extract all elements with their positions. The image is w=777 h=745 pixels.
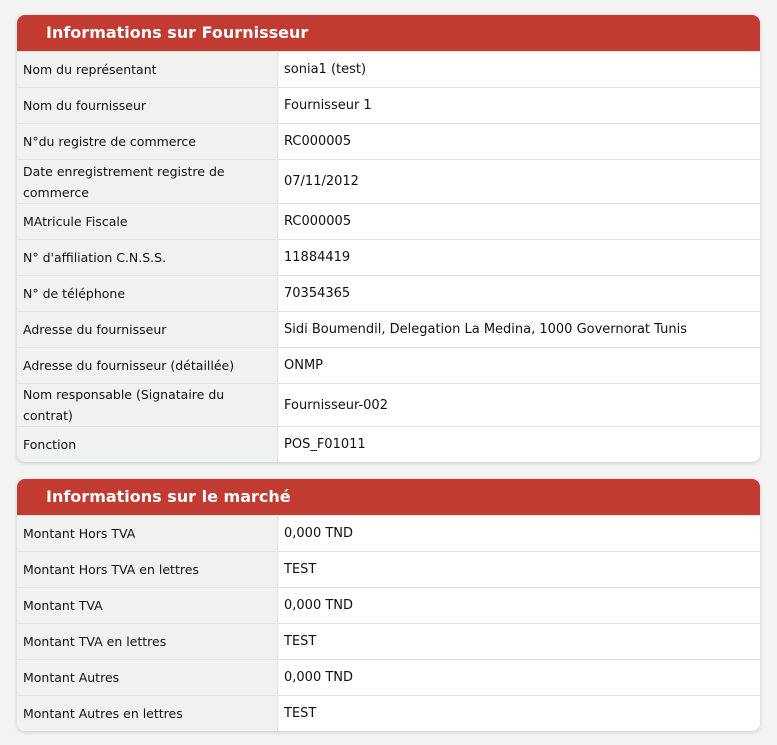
row-label: N° d'affiliation C.N.S.S. bbox=[17, 240, 278, 276]
row-value: 70354365 bbox=[278, 276, 761, 312]
row-value: 0,000 TND bbox=[278, 660, 761, 696]
table-row bbox=[17, 160, 760, 204]
row-label: Montant Hors TVA bbox=[17, 516, 278, 552]
supplier-info-table bbox=[17, 51, 760, 462]
table-row bbox=[17, 52, 760, 88]
table-row bbox=[17, 348, 760, 384]
table-row bbox=[17, 88, 760, 124]
table-row bbox=[17, 696, 760, 732]
row-label: N° de téléphone bbox=[17, 276, 278, 312]
row-label: Fonction bbox=[17, 427, 278, 463]
table-row bbox=[17, 276, 760, 312]
row-label: Adresse du fournisseur (détaillée) bbox=[17, 348, 278, 384]
row-value: Fournisseur-002 bbox=[278, 384, 761, 427]
row-value: ONMP bbox=[278, 348, 761, 384]
row-label: Adresse du fournisseur bbox=[17, 312, 278, 348]
row-label: N°du registre de commerce bbox=[17, 124, 278, 160]
table-row bbox=[17, 588, 760, 624]
table-row bbox=[17, 124, 760, 160]
row-value: 0,000 TND bbox=[278, 516, 761, 552]
table-row bbox=[17, 516, 760, 552]
row-value: RC000005 bbox=[278, 124, 761, 160]
row-label: Montant Autres bbox=[17, 660, 278, 696]
supplier-info-title: Informations sur Fournisseur bbox=[17, 15, 760, 51]
supplier-info-card bbox=[17, 15, 760, 462]
table-row bbox=[17, 624, 760, 660]
table-row bbox=[17, 552, 760, 588]
row-value: TEST bbox=[278, 624, 761, 660]
table-row bbox=[17, 384, 760, 427]
row-value: TEST bbox=[278, 696, 761, 732]
row-value: TEST bbox=[278, 552, 761, 588]
row-value: sonia1 (test) bbox=[278, 52, 761, 88]
market-info-table bbox=[17, 515, 760, 731]
row-value: POS_F01011 bbox=[278, 427, 761, 463]
row-label: Nom du représentant bbox=[17, 52, 278, 88]
row-value: 07/11/2012 bbox=[278, 160, 761, 204]
table-row bbox=[17, 427, 760, 463]
market-info-title: Informations sur le marché bbox=[17, 479, 760, 515]
row-label: Nom responsable (Signataire du contrat) bbox=[17, 384, 278, 427]
table-row bbox=[17, 240, 760, 276]
table-row bbox=[17, 660, 760, 696]
market-info-card bbox=[17, 479, 760, 731]
row-label: MAtricule Fiscale bbox=[17, 204, 278, 240]
row-label: Montant Autres en lettres bbox=[17, 696, 278, 732]
row-label: Montant TVA en lettres bbox=[17, 624, 278, 660]
table-row bbox=[17, 312, 760, 348]
row-label: Montant Hors TVA en lettres bbox=[17, 552, 278, 588]
row-label: Date enregistrement registre de commerce bbox=[17, 160, 278, 204]
row-value: 11884419 bbox=[278, 240, 761, 276]
row-value: Fournisseur 1 bbox=[278, 88, 761, 124]
row-value: Sidi Boumendil, Delegation La Medina, 1000 Governorat Tunis bbox=[278, 312, 761, 348]
row-label: Montant TVA bbox=[17, 588, 278, 624]
row-label: Nom du fournisseur bbox=[17, 88, 278, 124]
table-row bbox=[17, 204, 760, 240]
row-value: RC000005 bbox=[278, 204, 761, 240]
row-value: 0,000 TND bbox=[278, 588, 761, 624]
